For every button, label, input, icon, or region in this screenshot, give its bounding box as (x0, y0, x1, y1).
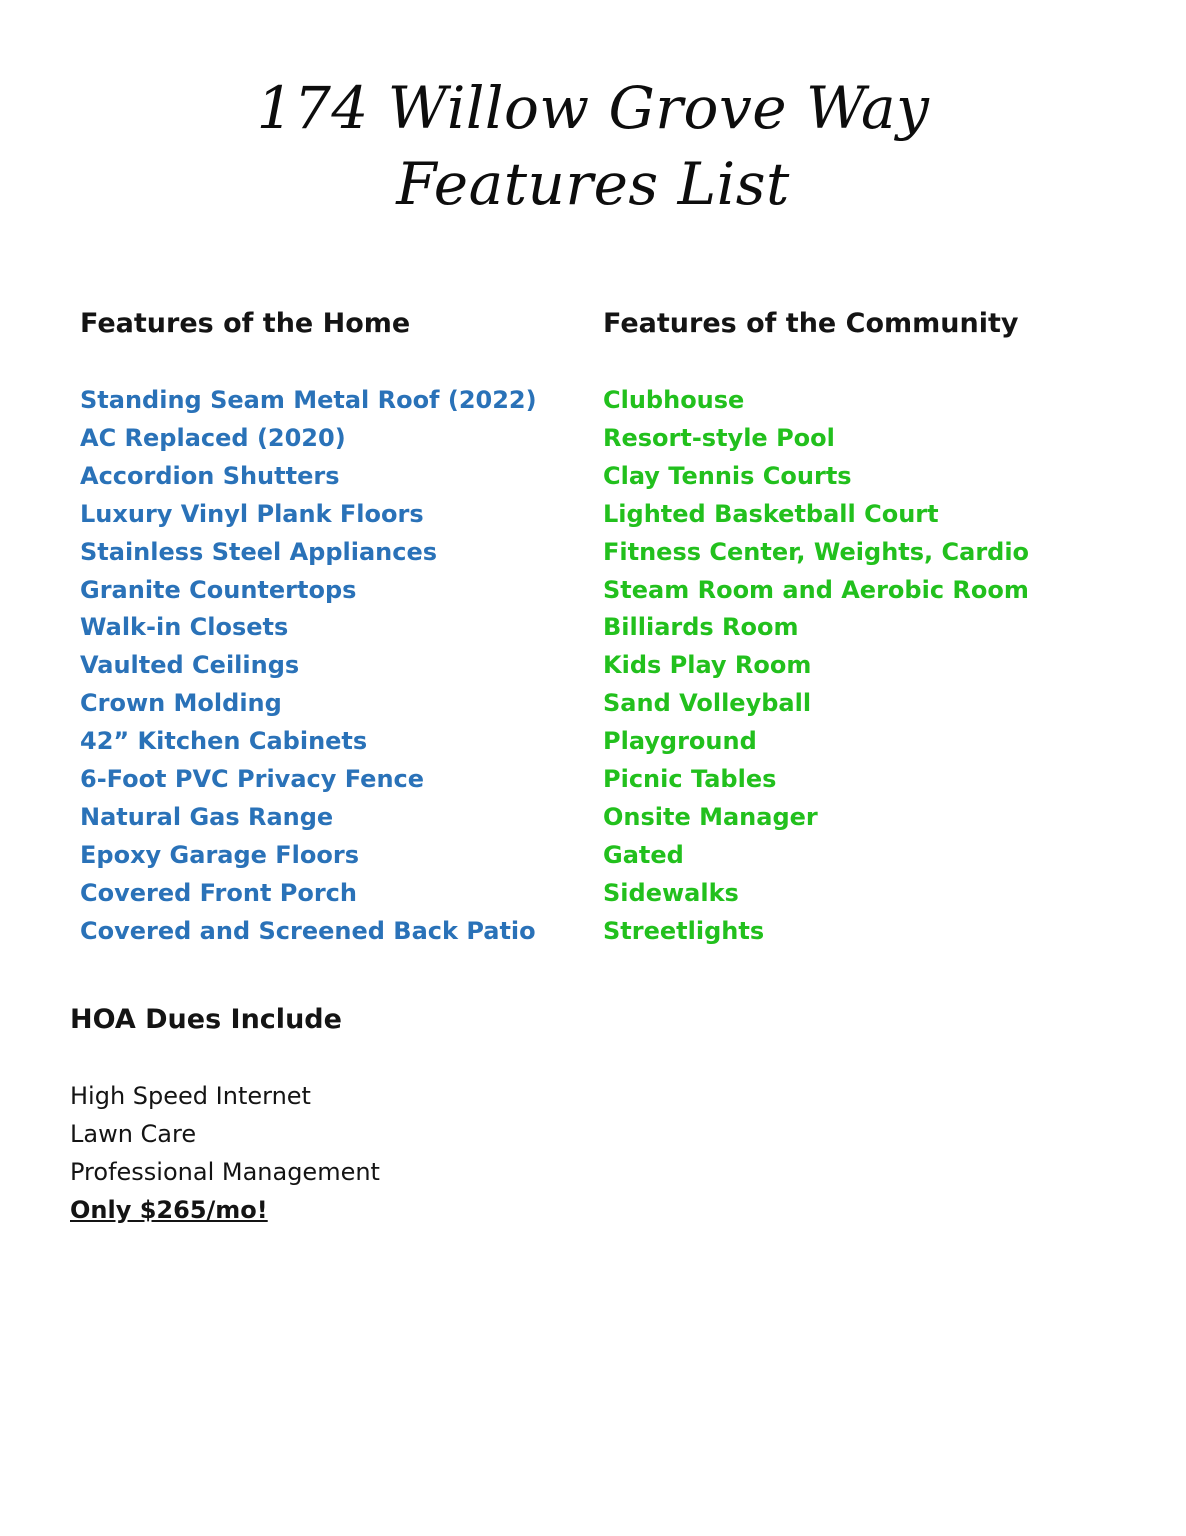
home-feature-item: 42” Kitchen Cabinets (80, 727, 368, 756)
home-features-heading: Features of the Home (80, 308, 411, 339)
home-feature-item: Walk-in Closets (80, 613, 289, 642)
community-feature-item: Playground (603, 727, 757, 756)
community-feature-item: Lighted Basketball Court (603, 499, 939, 528)
community-features-section (603, 304, 1123, 951)
home-feature-item: Epoxy Garage Floors (80, 840, 359, 869)
title-subtitle: Features List (396, 150, 790, 218)
community-feature-item: Onsite Manager (603, 802, 818, 831)
home-feature-item: 6-Foot PVC Privacy Fence (80, 765, 425, 794)
hoa-dues-section (70, 1000, 670, 1230)
home-features-section (80, 304, 580, 951)
home-feature-item: Standing Seam Metal Roof (2022) (80, 386, 537, 414)
hoa-price: Only $265/mo! (70, 1195, 268, 1224)
community-feature-item: Sand Volleyball (603, 689, 812, 718)
home-feature-item: AC Replaced (2020) (80, 423, 346, 452)
community-feature-item: Fitness Center, Weights, Cardio (603, 537, 1030, 566)
home-feature-item: Covered and Screened Back Patio (80, 916, 536, 945)
community-features-heading: Features of the Community (603, 308, 1019, 339)
home-features-list (80, 382, 580, 951)
community-features-list (603, 382, 1123, 951)
community-feature-item: Sidewalks (603, 878, 739, 907)
community-feature-item: Clay Tennis Courts (603, 461, 852, 490)
community-feature-item: Steam Room and Aerobic Room (603, 575, 1029, 604)
hoa-dues-item: High Speed Internet (70, 1082, 311, 1110)
hoa-dues-item: Professional Management (70, 1157, 380, 1186)
home-feature-item: Covered Front Porch (80, 878, 357, 907)
home-feature-item: Stainless Steel Appliances (80, 537, 438, 566)
community-feature-item: Gated (603, 840, 684, 869)
home-feature-item: Crown Molding (80, 689, 282, 718)
home-feature-item: Natural Gas Range (80, 802, 334, 831)
hoa-dues-heading: HOA Dues Include (70, 1004, 342, 1035)
home-feature-item: Luxury Vinyl Plank Floors (80, 499, 424, 528)
community-feature-item: Streetlights (603, 916, 765, 945)
home-feature-item: Vaulted Ceilings (80, 651, 300, 680)
home-feature-item: Granite Countertops (80, 575, 357, 604)
hoa-dues-item: Lawn Care (70, 1119, 197, 1148)
document-title (0, 70, 1186, 222)
hoa-dues-list (70, 1078, 670, 1192)
community-feature-item: Picnic Tables (603, 765, 777, 794)
community-feature-item: Clubhouse (603, 386, 745, 414)
home-feature-item: Accordion Shutters (80, 461, 340, 490)
community-feature-item: Resort-style Pool (603, 423, 835, 452)
community-feature-item: Kids Play Room (603, 651, 812, 680)
community-feature-item: Billiards Room (603, 613, 799, 642)
title-address: 174 Willow Grove Way (256, 74, 930, 142)
